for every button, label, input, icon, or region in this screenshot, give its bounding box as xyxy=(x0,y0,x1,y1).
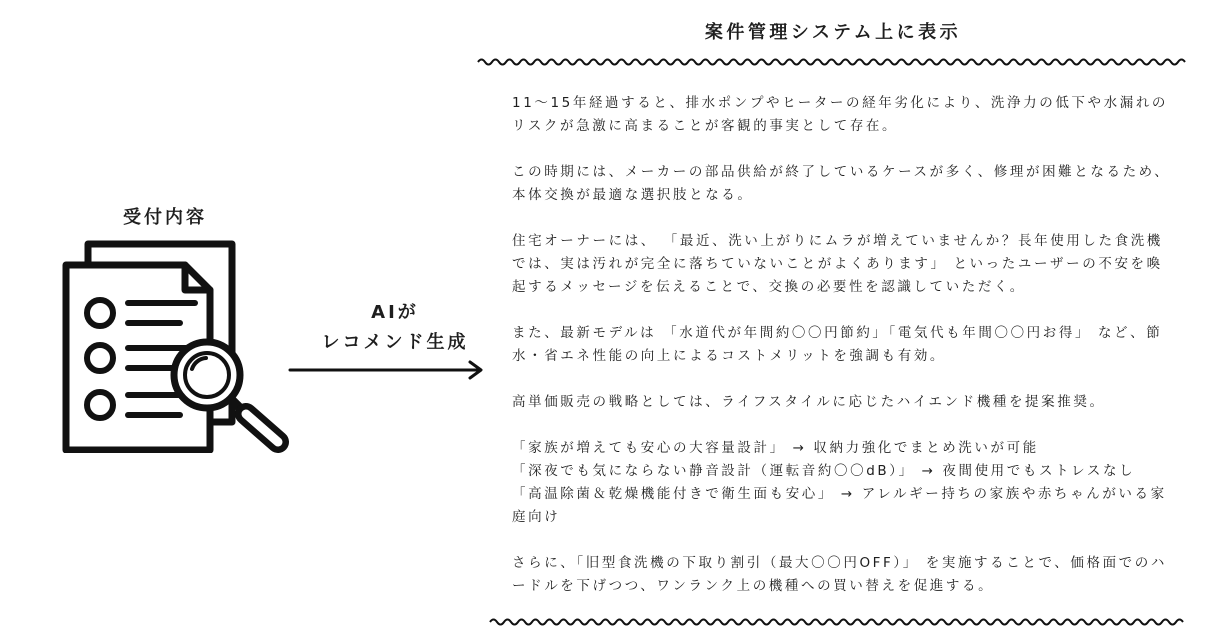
ai-label-line-2: レコメンド生成 xyxy=(321,332,469,353)
wavy-divider-top xyxy=(478,60,1185,65)
paragraph-line: では、実は汚れが完全に落ちていないことがよくあります」 といったユーザーの不安を喚 xyxy=(512,256,1163,272)
paragraph-5 xyxy=(512,391,1192,414)
paragraph-line: 「家族が増えても安心の大容量設計」 → 収納力強化でまとめ洗いが可能 xyxy=(512,440,1039,456)
paragraph-line: リスクが急激に高まることが客観的事実として存在。 xyxy=(512,118,899,134)
wavy-divider-bottom xyxy=(490,620,1183,625)
paragraph-line: 「深夜でも気にならない静音設計（運転音約〇〇dB）」 → 夜間使用でもストレスなし xyxy=(512,463,1136,479)
paragraph-line: 本体交換が最適な選択肢となる。 xyxy=(512,187,754,203)
paragraph-3 xyxy=(512,230,1192,299)
paragraph-line: また、最新モデルは 「水道代が年間約〇〇円節約」「電気代も年間〇〇円お得」 など、節 xyxy=(512,325,1163,341)
paragraph-6 xyxy=(512,437,1192,529)
paragraph-line: 「高温除菌＆乾燥機能付きで衛生面も安心」 → アレルギー持ちの家族や赤ちゃんがいる家 xyxy=(512,486,1167,502)
paragraph-line: 庭向け xyxy=(512,509,561,525)
ai-recommendation-label xyxy=(300,298,490,358)
panel-title: 案件管理システム上に表示 xyxy=(704,22,962,43)
paragraph-1 xyxy=(512,92,1192,138)
paragraph-4 xyxy=(512,322,1192,368)
wavy-line-icon xyxy=(478,56,1188,68)
paragraph-line: ードルを下げつつ、ワンランク上の機種への買い替えを促進する。 xyxy=(512,578,995,594)
paragraph-line: 水・省エネ性能の向上によるコストメリットを強調も有効。 xyxy=(512,348,947,364)
paragraph-2 xyxy=(512,161,1192,207)
paragraph-line: 高単価販売の戦略としては、ライフスタイルに応じたハイエンド機種を提案推奨。 xyxy=(512,394,1106,410)
paragraph-line: この時期には、メーカーの部品供給が終了しているケースが多く、修理が困難となるため、 xyxy=(512,164,1171,180)
paragraph-line: 11〜15年経過すると、排水ポンプやヒーターの経年劣化により、洗浄力の低下や水漏れの xyxy=(512,95,1169,111)
document-search-icon xyxy=(60,238,295,453)
paragraph-line: 住宅オーナーには、 「最近、洗い上がりにムラが増えていませんか？長年使用した食洗機 xyxy=(512,233,1163,249)
recommendation-text xyxy=(512,92,1192,598)
wavy-line-icon xyxy=(490,616,1188,627)
paragraph-line: 起するメッセージを伝えることで、交換の必要性を認識していただく。 xyxy=(512,279,1026,295)
ai-label-line-1: AIが xyxy=(371,302,419,323)
paragraph-7 xyxy=(512,552,1192,598)
right-arrow-icon xyxy=(286,360,486,380)
intake-heading: 受付内容 xyxy=(123,207,207,228)
paragraph-line: さらに、「旧型食洗機の下取り割引（最大〇〇円OFF）」 を実施することで、価格面でのハ xyxy=(512,555,1167,571)
